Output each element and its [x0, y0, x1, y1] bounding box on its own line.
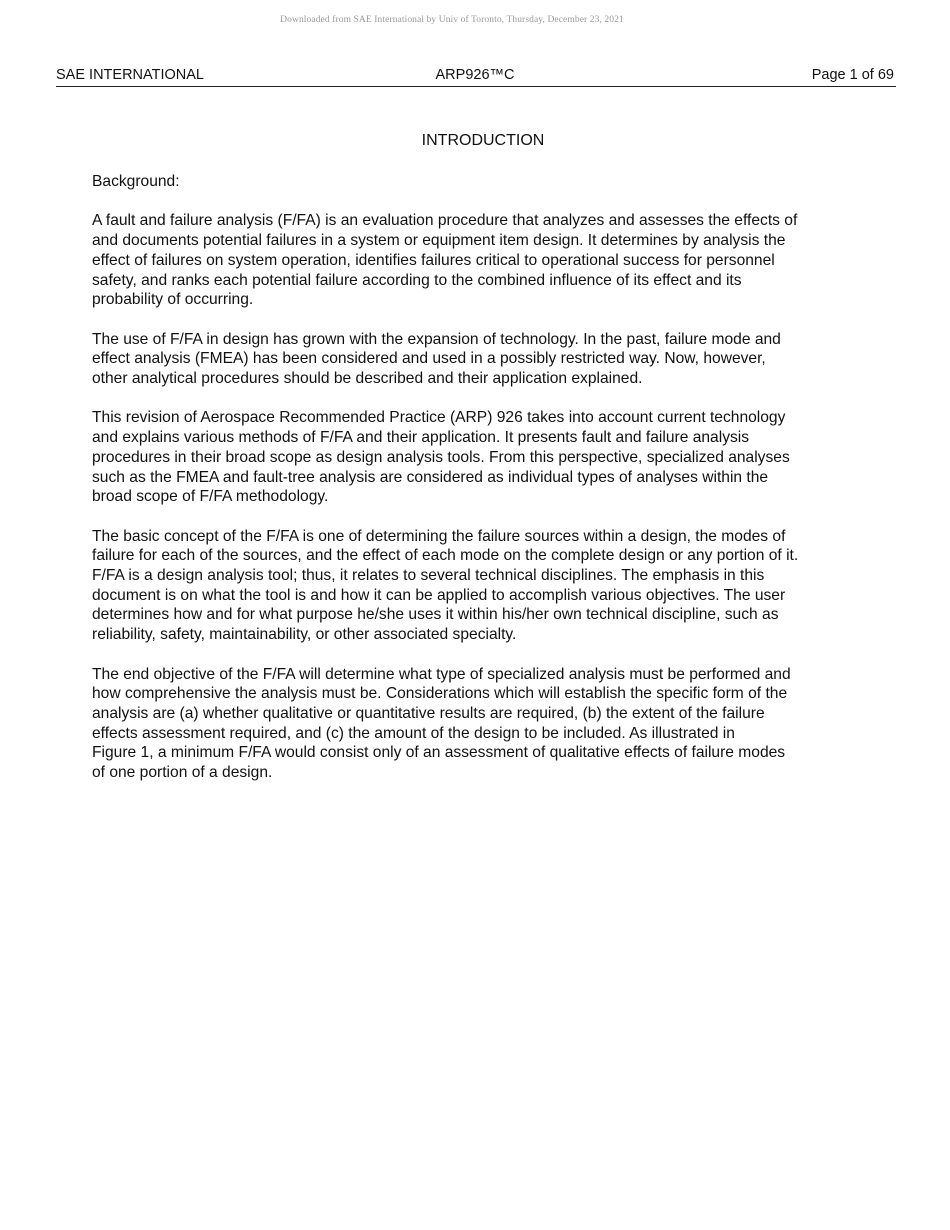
download-notice: Downloaded from SAE International by Univ of Toronto, Thursday, December 23, 2021 — [280, 15, 624, 25]
paragraph: The end objective of the F/FA will determine what type of specialized analysis must be performed and how comprehensive the analysis must be. Considerations which will establish the specific form of the analysis are (a) whether qualitative or quantitative results are required, (b) the extent of the failure effects assessment required, and (c) the amount of the design to be included. As illustrated in Figure 1, a minimum F/FA would consist only of an assessment of qualitative effects of failure modes of one portion of a design. — [92, 665, 791, 782]
paragraph: The use of F/FA in design has grown with the expansion of technology. In the past, failure mode and effect analysis (FMEA) has been considered and used in a possibly restricted way. Now, however, other analytical procedures should be described and their application explained. — [92, 330, 781, 387]
page-header — [56, 66, 896, 87]
section-title: INTRODUCTION — [421, 132, 545, 149]
header-document-id: ARP926™C — [435, 67, 515, 83]
paragraph-background-heading: Background: — [92, 173, 180, 190]
header-organization: SAE INTERNATIONAL — [56, 67, 204, 83]
document-body — [92, 172, 882, 802]
paragraph: The basic concept of the F/FA is one of determining the failure sources within a design, the modes of failure for each of the sources, and the effect of each mode on the complete design or any portion of it. F/FA is a design analysis tool; thus, it relates to several technical disciplines. The emphasis in this document is on what the tool is and how it can be applied to accomplish various objectives. The user determines how and for what purpose he/she uses it within his/her own technical discipline, such as reliability, safety, maintainability, or other associated specialty. — [92, 527, 799, 644]
paragraph: This revision of Aerospace Recommended Practice (ARP) 926 takes into account current technology and explains various methods of F/FA and their application. It presents fault and failure analysis procedures in their broad scope as design analysis tools. From this perspective, specialized analyses such as the FMEA and fault-tree analysis are considered as individual types of analyses within the broad scope of F/FA methodology. — [92, 409, 790, 506]
header-page-number: Page 1 of 69 — [811, 67, 894, 83]
paragraph: A fault and failure analysis (F/FA) is an evaluation procedure that analyzes and assesses the effects of and documents potential failures in a system or equipment item design. It determines by analysis the effect of failures on system operation, identifies failures critical to operational success for personnel safety, and ranks each potential failure according to the combined influence of its effect and its probability of occurring. — [92, 212, 798, 309]
